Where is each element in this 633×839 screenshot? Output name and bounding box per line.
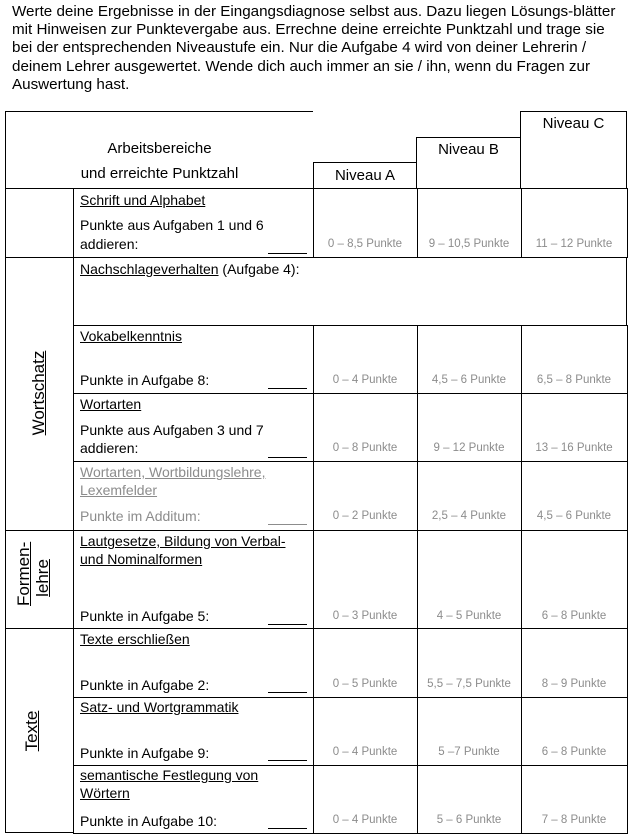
section-empty-cell [5,188,74,258]
row-wortarten-level-c: 13 – 16 Punkte [535,442,613,454]
row-vokabel-title: Vokabelkenntnis [80,328,182,344]
row-additum-level-a: 0 – 2 Punkte [332,510,398,522]
level-a-header: Niveau A [313,162,417,189]
row-wortarten-level-b: 9 – 12 Punkte [433,442,505,454]
row-lautgesetze-points: Punkte in Aufgabe 5: [80,608,210,624]
row-additum-level-c: 4,5 – 6 Punkte [536,510,612,522]
row-nachschlage-title: Nachschlageverhalten [80,261,219,277]
row-vokabel-points: Punkte in Aufgabe 8: [80,372,210,388]
row-texte-erschliessen-level-a: 0 – 5 Punkte [332,678,398,690]
row-vokabel-level-a: 0 – 4 Punkte [332,374,398,386]
row-lautgesetze-title-2: und Nominalformen [80,551,203,567]
row-semantisch-title-2: Wörtern [80,785,130,801]
row-schrift-level-c: 11 – 12 Punkte [535,238,613,250]
row-satz-points: Punkte in Aufgabe 9: [80,745,210,761]
row-semantisch-level-c: 7 – 8 Punkte [541,814,607,826]
row-texte-erschliessen-score-blank[interactable] [268,692,307,693]
level-b-header: Niveau B [416,137,521,189]
row-vokabel-score-blank[interactable] [268,388,307,389]
row-wortarten-level-a: 0 – 8 Punkte [332,442,398,454]
section-texte [5,628,74,833]
row-additum-title-1: Wortarten, Wortbildungslehre, [80,464,266,480]
row-semantisch-level-a: 0 – 4 Punkte [332,814,398,826]
row-schrift-level-b: 9 – 10,5 Punkte [428,238,510,250]
row-lautgesetze-level-a: 0 – 3 Punkte [332,610,398,622]
row-lautgesetze-title-1: Lautgesetze, Bildung von Verbal- [80,533,286,549]
header-title-line2: und erreichte Punktzahl [80,165,239,182]
row-vokabel-level-c: 6,5 – 8 Punkte [536,374,612,386]
row-wortarten-title: Wortarten [80,396,142,412]
row-schrift-level-a: 0 – 8,5 Punkte [327,238,403,250]
row-additum-score-blank[interactable] [268,524,307,525]
row-lautgesetze-score-blank[interactable] [268,624,307,625]
row-vokabel-level-b: 4,5 – 6 Punkte [431,374,507,386]
section-formenlehre-label-2: lehre [33,559,52,597]
row-additum-title-2: Lexemfelder [80,482,158,498]
row-schrift-score-blank[interactable] [268,253,307,254]
section-texte-label: Texte [22,710,41,752]
row-semantisch-title-1: semantische Festlegung von [80,767,259,783]
level-c-header: Niveau C [520,111,627,189]
row-additum-level-b: 2,5 – 4 Punkte [431,510,507,522]
section-formenlehre [5,530,74,629]
row-texte-erschliessen-level-c: 8 – 9 Punkte [541,678,607,690]
header-title-line1: Arbeitsbereiche [107,140,212,157]
row-satz-level-b: 5 –7 Punkte [438,746,500,758]
section-wortschatz-label: Wortschatz [29,350,48,436]
row-schrift-title: Schrift und Alphabet [80,192,206,208]
intro-text: Werte deine Ergebnisse in der Eingangsdiagnose selbst aus. Dazu liegen Lösungs-blätter mit Hinweisen zur Punktevergabe aus. Errechne deine erreichte Punktzahl und trage sie bei der entsprechenden Niveaustufe ein. Nur die Aufgabe 4 wird von deiner Lehrerin / deinem Lehrer ausgewertet. Wende dich auch immer an sie / ihn, wenn du Fragen zur Auswertung hast. [12,3,616,93]
row-wortarten-points-1: Punkte aus Aufgaben 3 und 7 [80,422,264,438]
section-wortschatz [5,257,74,531]
row-wortarten-points-2: addieren: [80,440,139,456]
row-schrift-points-2: addieren: [80,236,139,252]
row-nachschlage-title-wrap [80,261,299,278]
row-texte-erschliessen-points: Punkte in Aufgabe 2: [80,677,210,693]
row-semantisch-score-blank[interactable] [268,828,307,829]
row-satz-score-blank[interactable] [268,760,307,761]
row-schrift-points-1: Punkte aus Aufgaben 1 und 6 [80,217,264,233]
row-lautgesetze-level-c: 6 – 8 Punkte [541,610,607,622]
row-semantisch-level-b: 5 – 6 Punkte [436,814,502,826]
row-satz-title: Satz- und Wortgrammatik [80,699,239,715]
row-texte-erschliessen-title: Texte erschließen [80,631,190,647]
row-lautgesetze-level-b: 4 – 5 Punkte [436,610,502,622]
row-additum-points: Punkte im Additum: [80,508,201,524]
row-texte-erschliessen-level-b: 5,5 – 7,5 Punkte [427,678,511,690]
header-title-cell [5,111,313,189]
row-satz-level-c: 6 – 8 Punkte [541,746,607,758]
row-wortarten-score-blank[interactable] [268,457,307,458]
row-satz-level-a: 0 – 4 Punkte [332,746,398,758]
row-nachschlage-suffix: (Aufgabe 4): [218,261,300,277]
row-semantisch-points: Punkte in Aufgabe 10: [80,813,217,829]
section-formenlehre-label-1: Formen- [14,541,33,606]
